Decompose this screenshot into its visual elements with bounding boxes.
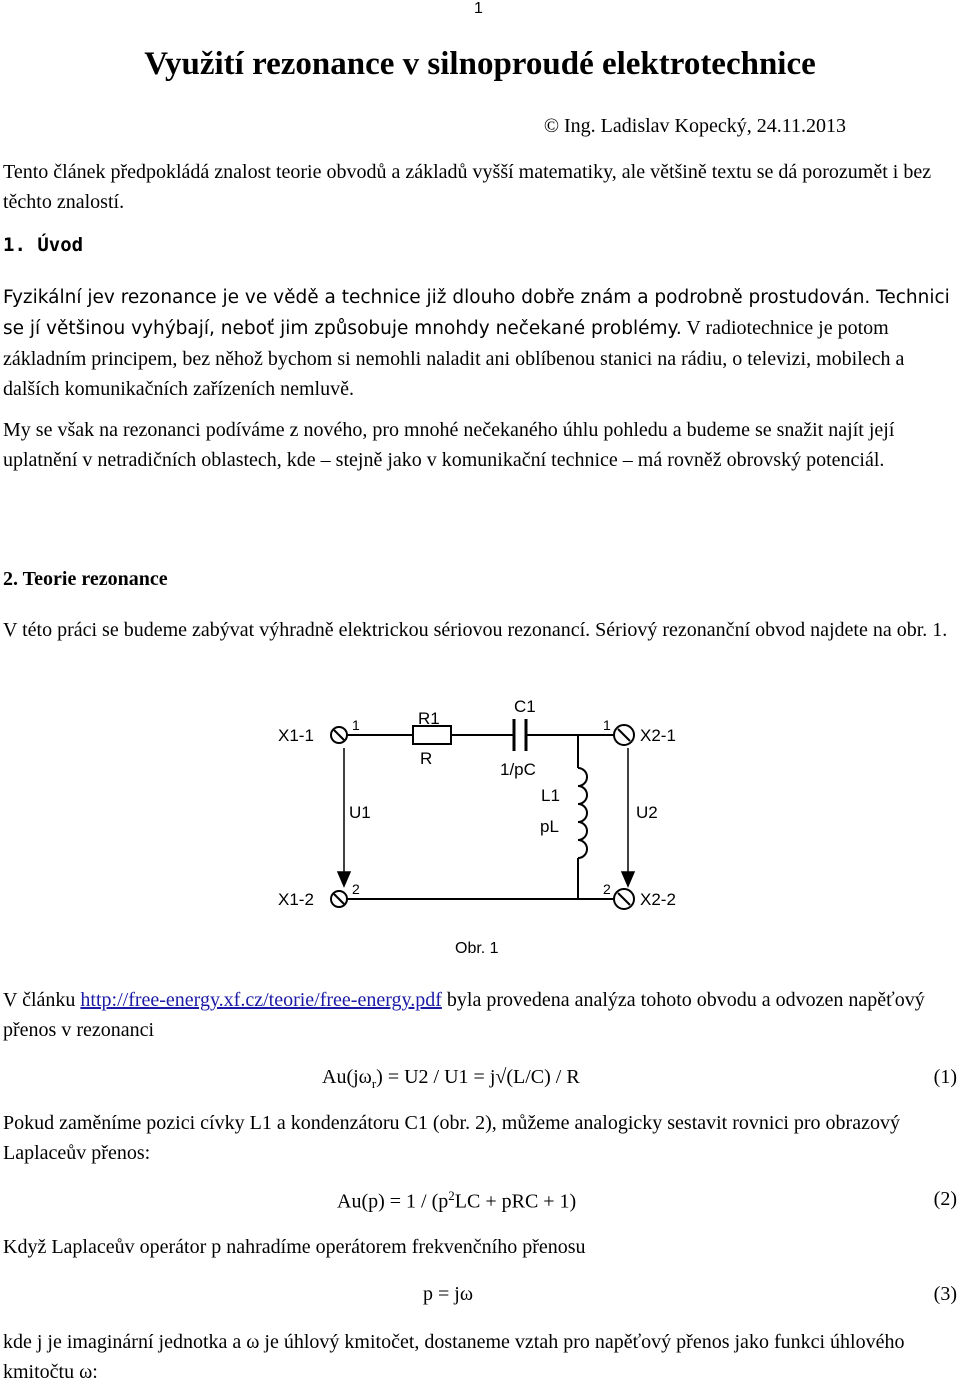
equation-2-left: Au(p) = 1 / (p bbox=[337, 1190, 449, 1213]
label-node-2-left: 2 bbox=[352, 881, 360, 897]
paragraph-serif-part: V radiotechnice je potom základním principem, bez něhož bychom si nemohli naladit ani oblíbenou stanici na rádiu, o televizi, mobilech a dalších komunikačních zařízeních nemluvě. bbox=[3, 317, 905, 400]
label-x2-1: X2-1 bbox=[640, 726, 676, 745]
terminal-x1-2 bbox=[331, 891, 347, 907]
voltage-arrow-u1-head bbox=[338, 872, 350, 886]
label-node-1-right: 1 bbox=[603, 717, 611, 733]
voltage-arrow-u2-head bbox=[622, 872, 634, 886]
equation-3-number: (3) bbox=[933, 1283, 957, 1305]
link-paragraph-before: V článku bbox=[3, 989, 81, 1011]
equation-2-number: (2) bbox=[933, 1188, 957, 1210]
terminal-x2-1 bbox=[614, 725, 634, 745]
figure-caption: Obr. 1 bbox=[455, 940, 499, 957]
equation-2 bbox=[337, 1188, 576, 1214]
terminal-x2-2 bbox=[614, 889, 634, 909]
label-c1: C1 bbox=[514, 697, 536, 716]
paragraph-sans-part: Fyzikální jev rezonance je ve vědě a technice již dlouho dobře znám a podrobně prostudován. Technici se jí většinou vyhýbají, neboť jim způsobuje mnohdy nečekané problémy. bbox=[3, 287, 950, 339]
label-inductor-impedance: pL bbox=[540, 817, 559, 836]
article-link[interactable]: http://free-energy.xf.cz/teorie/free-energy.pdf bbox=[80, 989, 442, 1011]
section-1-heading: 1. Úvod bbox=[3, 234, 84, 256]
link-paragraph-after: byla provedena analýza tohoto obvodu a odvozen napěťový přenos v rezonanci bbox=[3, 989, 925, 1041]
equation-3: p = jω bbox=[423, 1283, 473, 1305]
label-x1-2: X1-2 bbox=[278, 890, 314, 909]
section-1-paragraph-1 bbox=[3, 282, 958, 404]
intro-paragraph: Tento článek předpokládá znalost teorie obvodů a základů vyšší matematiky, ale většině textu se dá porozumět i bez těchto znalostí. bbox=[3, 161, 932, 213]
inductor-l1-coil bbox=[578, 768, 587, 858]
label-x1-1: X1-1 bbox=[278, 726, 314, 745]
swap-paragraph: Pokud zaměníme pozici cívky L1 a kondenzátoru C1 (obr. 2), můžeme analogicky sestavit rovnici pro obrazový Laplaceův přenos: bbox=[3, 1112, 900, 1164]
equation-2-superscript: 2 bbox=[448, 1188, 455, 1203]
label-r: R bbox=[420, 749, 433, 768]
section-2-heading: 2. Teorie rezonance bbox=[3, 568, 168, 590]
equation-1-number: (1) bbox=[933, 1066, 957, 1088]
label-node-1-left: 1 bbox=[352, 717, 360, 733]
equation-1 bbox=[322, 1066, 580, 1092]
page-title: Využití rezonance v silnoproudé elektrotechnice bbox=[144, 46, 816, 82]
series-resonance-circuit-diagram bbox=[0, 690, 960, 920]
equation-1-left: Au(jω bbox=[322, 1066, 372, 1088]
article-link-paragraph bbox=[3, 985, 958, 1045]
equation-1-right: ) = U2 / U1 = j√(L/C) / R bbox=[376, 1066, 580, 1088]
terminal-x1-1 bbox=[331, 727, 347, 743]
label-u1: U1 bbox=[349, 803, 371, 822]
label-node-2-right: 2 bbox=[603, 881, 611, 897]
label-l1: L1 bbox=[541, 786, 560, 805]
equation-2-right: LC + pRC + 1) bbox=[454, 1190, 577, 1213]
label-r1: R1 bbox=[418, 709, 440, 728]
author-line: © Ing. Ladislav Kopecký, 24.11.2013 bbox=[543, 115, 846, 137]
label-x2-2: X2-2 bbox=[640, 890, 676, 909]
section-2-paragraph-1: V této práci se budeme zabývat výhradně elektrickou sériovou rezonancí. Sériový rezonanční obvod najdete na obr. 1. bbox=[3, 619, 948, 641]
resistor-r1-symbol bbox=[413, 726, 451, 744]
label-capacitor-impedance: 1/pC bbox=[500, 760, 536, 779]
laplace-paragraph: Když Laplaceův operátor p nahradíme operátorem frekvenčního přenosu bbox=[3, 1236, 586, 1258]
label-u2: U2 bbox=[636, 803, 658, 822]
section-1-paragraph-2: My se však na rezonanci podíváme z nového, pro mnohé nečekaného úhlu pohledu a budeme se snažit najít její uplatnění v netradičních oblastech, kde – stejně jako v komunikační technice – má rovněž obrovský potenciál. bbox=[3, 419, 895, 471]
page-number: 1 bbox=[474, 0, 483, 17]
final-paragraph: kde j je imaginární jednotka a ω je úhlový kmitočet, dostaneme vztah pro napěťový přenos jako funkci úhlového kmitočtu ω: bbox=[3, 1331, 905, 1383]
equation-1-subscript: r bbox=[371, 1076, 377, 1091]
